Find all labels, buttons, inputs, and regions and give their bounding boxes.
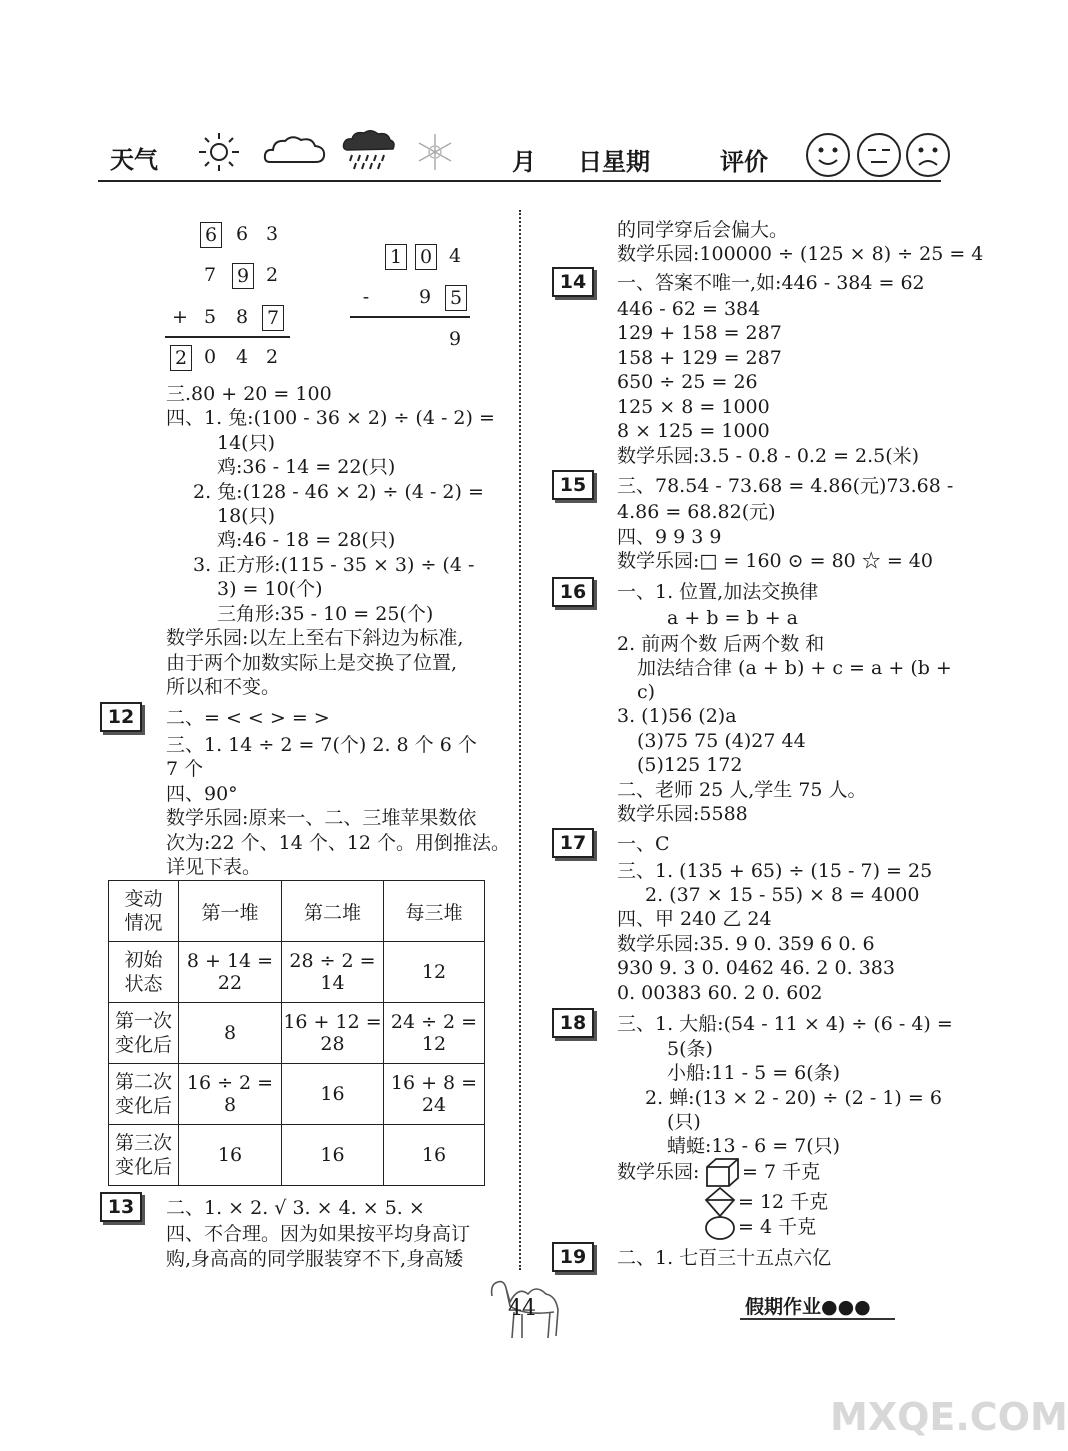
text-line: 数学乐园:3.5 - 0.8 - 0.2 = 2.5(米) [617,445,920,467]
text-line: 次为:22 个、14 个、12 个。用倒推法。 [166,832,511,854]
table-cell: 第二堆 [282,881,384,942]
text-line: 三角形:35 - 10 = 25(个) [217,603,434,625]
cloud-icon [262,132,328,168]
section-number: 17 [552,828,594,858]
table-cell: 变动 情况 [109,881,179,942]
text-line: 650 ÷ 25 = 26 [617,371,758,393]
section-number: 14 [552,267,594,297]
text-line: (只) [667,1111,701,1133]
table-cell: 16 [384,1125,485,1186]
sum-line [165,336,290,338]
digit: 8 [235,306,249,328]
table-row [109,1064,485,1125]
snow-icon [413,130,457,174]
section-number: 19 [552,1242,594,1272]
text-line: 0. 00383 60. 2 0. 602 [617,982,823,1004]
text-line: 详见下表。 [166,856,262,878]
text-line: 小船:11 - 5 = 6(条) [667,1062,841,1084]
table-cell: 16 [282,1125,384,1186]
digit: 2 [265,346,279,368]
text-line: 加法结合律 (a + b) + c = a + (b + [637,657,952,679]
table-cell: 16 [282,1064,384,1125]
text-line: 数学乐园:以左上至右下斜边为标准, [166,627,464,649]
text-line: 5(条) [667,1038,713,1060]
rating-label: 评价 [720,148,768,176]
text-line: 数学乐园:5588 [617,803,748,825]
text-line: 由于两个加数实际上是交换了位置, [166,652,458,674]
month-label: 月 [512,148,536,176]
text-line: 125 × 8 = 1000 [617,396,770,418]
day-week-label: 日星期 [578,148,650,176]
table-row [109,942,485,1003]
text-line: 数学乐园:原来一、二、三堆苹果数依 [166,807,477,829]
table-cell: 第一次 变化后 [109,1003,179,1064]
digit: 0 [203,346,217,368]
text-line: 二、1. × 2. √ 3. × 4. × 5. × [166,1197,425,1219]
text-line: 3) = 10(个) [217,578,323,600]
column-divider [519,210,521,1270]
table-row [109,1125,485,1186]
text-line: = 7 千克 [742,1161,821,1183]
text-line: a + b = b + a [667,607,798,629]
header-rule [98,180,941,182]
text-line: 2. 兔:(128 - 46 × 2) ÷ (4 - 2) = [193,481,484,503]
page-number: 44 [508,1296,536,1321]
sun-icon [195,130,243,174]
digit: 2 [265,264,279,286]
digit-box: 1 [385,244,407,270]
sphere-icon [704,1215,736,1241]
digit-box: 2 [170,345,192,371]
table-cell: 28 ÷ 2 = 14 [282,942,384,1003]
digit: 9 [418,286,432,308]
text-line: 三、1. 14 ÷ 2 = 7(个) 2. 8 个 6 个 [166,734,477,756]
text-line: 3. (1)56 (2)a [617,705,737,727]
text-line: 2. 前两个数 后两个数 和 [617,633,825,655]
text-line: 数学乐园: [617,1161,700,1183]
table-header-row [109,881,485,942]
text-line: 三.80 + 20 = 100 [166,383,332,405]
text-line: (3)75 75 (4)27 44 [637,730,806,752]
text-line: 930 9. 3 0. 0462 46. 2 0. 383 [617,957,895,979]
smiley-face-icon[interactable] [806,133,850,177]
digit-box: 5 [445,285,467,311]
text-line: 446 - 62 = 384 [617,298,761,320]
section-number: 16 [552,577,594,607]
weather-label: 天气 [110,146,158,174]
text-line: 2. 蝉:(13 × 2 - 20) ÷ (2 - 1) = 6 [645,1087,942,1109]
rain-icon [340,128,396,172]
text-line: 二、1. 七百三十五点六亿 [617,1247,832,1269]
text-line: 7 个 [166,758,204,780]
text-line: 14(只) [217,432,276,454]
text-line: 三、1. 大船:(54 - 11 × 4) ÷ (6 - 4) = [617,1013,953,1035]
text-line: 一、C [617,833,670,855]
brand-underline [740,1318,895,1320]
text-line: 8 × 125 = 1000 [617,420,770,442]
table-cell: 初始 状态 [109,942,179,1003]
digit: 5 [203,306,217,328]
text-line: 3. 正方形:(115 - 35 × 3) ÷ (4 - [193,554,475,576]
text-line: 的同学穿后会偏大。 [617,219,789,241]
neutral-face-icon[interactable] [857,133,901,177]
text-line: c) [637,681,656,703]
digit: 4 [448,245,462,267]
digit: 3 [265,223,279,245]
text-line: 2. (37 × 15 - 55) × 8 = 4000 [645,884,920,906]
text-line: 四、9 9 3 9 [617,526,722,548]
table-cell: 16 [179,1125,282,1186]
text-line: 四、不合理。因为如果按平均身高订 [166,1223,471,1245]
text-line: 四、甲 240 乙 24 [617,908,772,930]
table-cell: 16 + 8 = 24 [384,1064,485,1125]
plus-sign: + [172,306,188,328]
text-line: 鸡:36 - 14 = 22(只) [217,456,396,478]
text-line: 4.86 = 68.82(元) [617,501,776,523]
minus-sign: - [362,286,370,308]
text-line: = 12 千克 [738,1191,829,1213]
text-line: 18(只) [217,505,276,527]
text-line: 鸡:46 - 18 = 28(只) [217,529,396,551]
text-line: 一、答案不唯一,如:446 - 384 = 62 [617,272,925,294]
digit: 7 [203,264,217,286]
digit-box: 9 [232,263,254,289]
prism-icon [704,1186,736,1218]
text-line: 一、1. 位置,加法交换律 [617,581,819,603]
watermark: MXQE.COM [830,1395,1068,1439]
table-cell: 第三次 变化后 [109,1125,179,1186]
text-line: 二、老师 25 人,学生 75 人。 [617,779,867,801]
text-line: 所以和不变。 [166,676,281,698]
table-cell: 第二次 变化后 [109,1064,179,1125]
table-row [109,1003,485,1064]
text-line: 四、90° [166,783,238,805]
apple-pile-table [108,880,485,1186]
text-line: 蜻蜓:13 - 6 = 7(只) [667,1135,841,1157]
digit-box: 0 [415,244,437,270]
table-cell: 24 ÷ 2 = 12 [384,1003,485,1064]
text-line: 数学乐园:35. 9 0. 359 6 0. 6 [617,933,875,955]
table-cell: 8 [179,1003,282,1064]
digit: 9 [448,328,462,350]
cube-icon [704,1156,740,1188]
section-number: 12 [100,702,142,732]
table-cell: 第一堆 [179,881,282,942]
text-line: 129 + 158 = 287 [617,322,782,344]
table-cell: 12 [384,942,485,1003]
section-number: 18 [552,1008,594,1038]
section-number: 15 [552,470,594,500]
section-number: 13 [100,1192,142,1222]
table-cell: 8 + 14 = 22 [179,942,282,1003]
text-line: 三、1. (135 + 65) ÷ (15 - 7) = 25 [617,860,933,882]
text-line: 四、1. 兔:(100 - 36 × 2) ÷ (4 - 2) = [166,407,495,429]
difference-line [350,316,470,318]
text-line: 三、78.54 - 73.68 = 4.86(元)73.68 - [617,475,954,497]
brand-label: 假期作业●●● [745,1296,871,1318]
table-cell: 16 ÷ 2 = 8 [179,1064,282,1125]
text-line: = 4 千克 [738,1216,817,1238]
digit-box: 6 [200,222,222,248]
digit: 4 [235,346,249,368]
table-cell: 每三堆 [384,881,485,942]
text-line: 购,身高高的同学服装穿不下,身高矮 [166,1248,464,1270]
digit: 6 [235,223,249,245]
text-line: 数学乐园:100000 ÷ (125 × 8) ÷ 25 = 4 [617,243,984,265]
text-line: 数学乐园:□ = 160 ⊙ = 80 ☆ = 40 [617,550,933,572]
text-line: 158 + 129 = 287 [617,347,782,369]
sad-face-icon[interactable] [906,133,950,177]
text-line: (5)125 172 [637,754,743,776]
table-cell: 16 + 12 = 28 [282,1003,384,1064]
digit-box: 7 [262,305,284,331]
text-line: 二、= < < > = > [166,707,330,729]
